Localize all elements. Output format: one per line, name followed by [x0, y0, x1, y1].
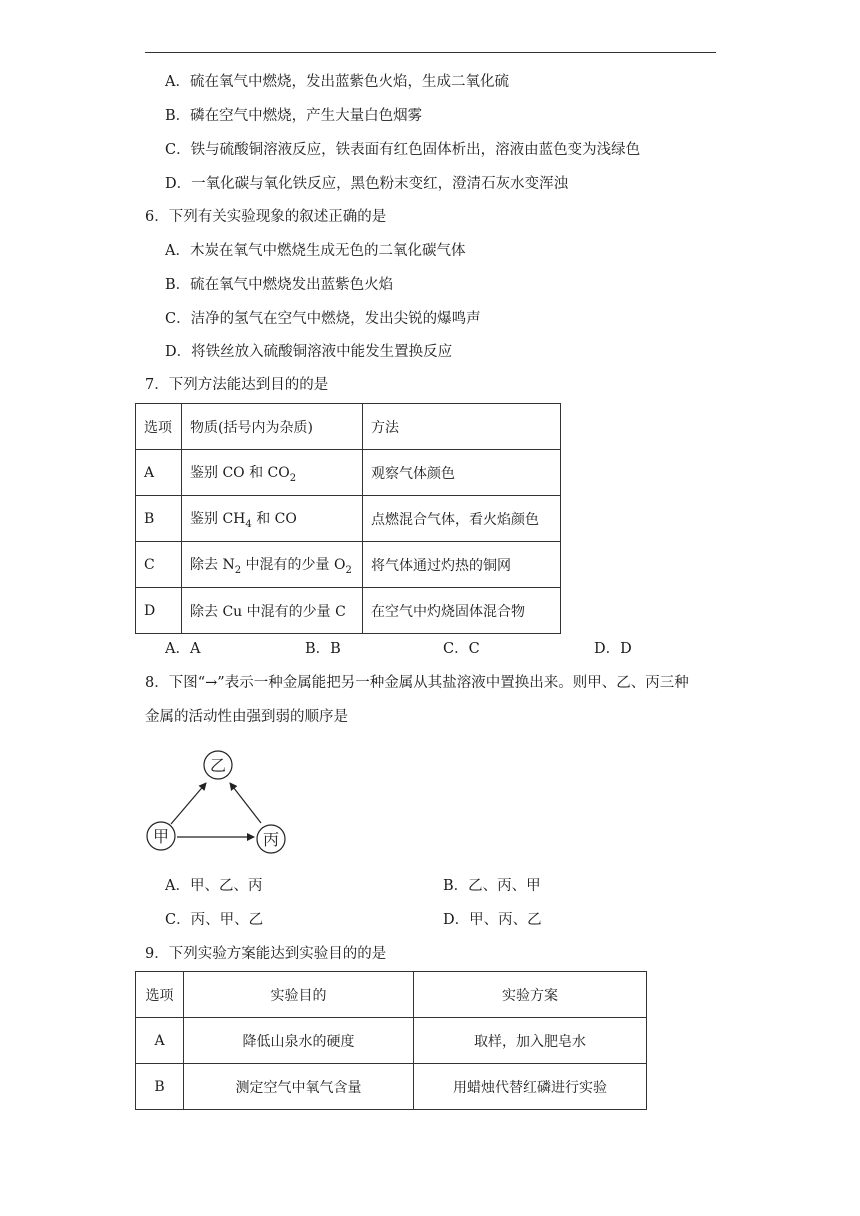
- table-cell-option: A: [136, 1018, 184, 1064]
- q8-stem-line1: 8．下图“→”表示一种金属能把另一种金属从其盐溶液中置换出来。则甲、乙、丙三种: [145, 675, 689, 691]
- q7-table: [135, 403, 561, 634]
- table-cell-plan: 取样，加入肥皂水: [414, 1018, 647, 1064]
- table-row: [136, 1018, 647, 1064]
- q8-option-b: B．乙、丙、甲: [443, 878, 541, 894]
- table-row: [136, 542, 561, 588]
- q6-stem: 6．下列有关实验现象的叙述正确的是: [145, 209, 387, 225]
- table-cell-substance: 鉴别 $CH_4$ 和 CO: [182, 496, 363, 542]
- table-header-cell: 方法: [363, 404, 561, 450]
- q6-option-c: C．洁净的氢气在空气中燃烧，发出尖锐的爆鸣声: [165, 311, 481, 327]
- table-cell-option: D: [136, 588, 182, 634]
- table-cell-option: B: [136, 496, 182, 542]
- table-cell-method: 将气体通过灼热的铜网: [363, 542, 561, 588]
- table-header-cell: 实验目的: [184, 972, 414, 1018]
- q5-option-b: B．磷在空气中燃烧，产生大量白色烟雾: [165, 108, 423, 124]
- table-row: [136, 496, 561, 542]
- table-cell-method: 观察气体颜色: [363, 450, 561, 496]
- table-row: [136, 1064, 647, 1110]
- q6-option-b: B．硫在氧气中燃烧发出蓝紫色火焰: [165, 277, 394, 293]
- q9-table: [135, 971, 647, 1110]
- table-row: [136, 588, 561, 634]
- q6-option-a: A．木炭在氧气中燃烧生成无色的二氧化碳气体: [165, 243, 466, 259]
- q8-option-a: A．甲、乙、丙: [165, 878, 263, 894]
- table-row: [136, 450, 561, 496]
- arrow-bing-to-yi: [230, 783, 261, 823]
- metal-activity-diagram: [140, 745, 300, 860]
- q7-stem: 7．下列方法能达到目的的是: [145, 377, 329, 393]
- node-yi-label: 乙: [209, 756, 227, 775]
- q7-answer-a: A．A: [165, 641, 201, 657]
- node-jia-label: 甲: [152, 827, 170, 846]
- q5-option-d: D．一氧化碳与氧化铁反应，黑色粉末变红，澄清石灰水变浑浊: [165, 176, 569, 192]
- table-cell-goal: 测定空气中氧气含量: [184, 1064, 414, 1110]
- diagram-svg: [140, 745, 300, 860]
- table-header-cell: 选项: [136, 972, 184, 1018]
- table-cell-goal: 降低山泉水的硬度: [184, 1018, 414, 1064]
- table-cell-substance: 鉴别 CO 和 $CO_2$: [182, 450, 363, 496]
- header-rule: [145, 52, 716, 53]
- table-cell-plan: 用蜡烛代替红磷进行实验: [414, 1064, 647, 1110]
- q5-option-a: A．硫在氧气中燃烧，发出蓝紫色火焰，生成二氧化硫: [165, 74, 509, 90]
- q5-option-c: C．铁与硫酸铜溶液反应，铁表面有红色固体析出，溶液由蓝色变为浅绿色: [165, 142, 641, 158]
- table-cell-option: B: [136, 1064, 184, 1110]
- q7-answer-c: C．C: [443, 641, 480, 657]
- table-cell-method: 在空气中灼烧固体混合物: [363, 588, 561, 634]
- table-header-cell: 实验方案: [414, 972, 647, 1018]
- table-cell-substance: 除去 $N_2$ 中混有的少量 $O_2$: [182, 542, 363, 588]
- q6-option-d: D．将铁丝放入硫酸铜溶液中能发生置换反应: [165, 344, 453, 360]
- table-cell-method: 点燃混合气体，看火焰颜色: [363, 496, 561, 542]
- node-bing-label: 丙: [262, 830, 280, 849]
- table-header-cell: 选项: [136, 404, 182, 450]
- table-cell-option: C: [136, 542, 182, 588]
- table-cell-substance: 除去 Cu 中混有的少量 C: [182, 588, 363, 634]
- table-header-row: [136, 972, 647, 1018]
- table-header-row: [136, 404, 561, 450]
- q7-answer-b: B．B: [305, 641, 341, 657]
- table-cell-option: A: [136, 450, 182, 496]
- arrow-jia-to-yi: [171, 783, 206, 824]
- q8-stem-line2: 金属的活动性由强到弱的顺序是: [145, 709, 348, 725]
- table-header-cell: 物质(括号内为杂质): [182, 404, 363, 450]
- q7-answer-d: D．D: [594, 641, 632, 657]
- q8-option-c: C．丙、甲、乙: [165, 912, 264, 928]
- q9-stem: 9．下列实验方案能达到实验目的的是: [145, 946, 387, 962]
- q8-option-d: D．甲、丙、乙: [443, 912, 542, 928]
